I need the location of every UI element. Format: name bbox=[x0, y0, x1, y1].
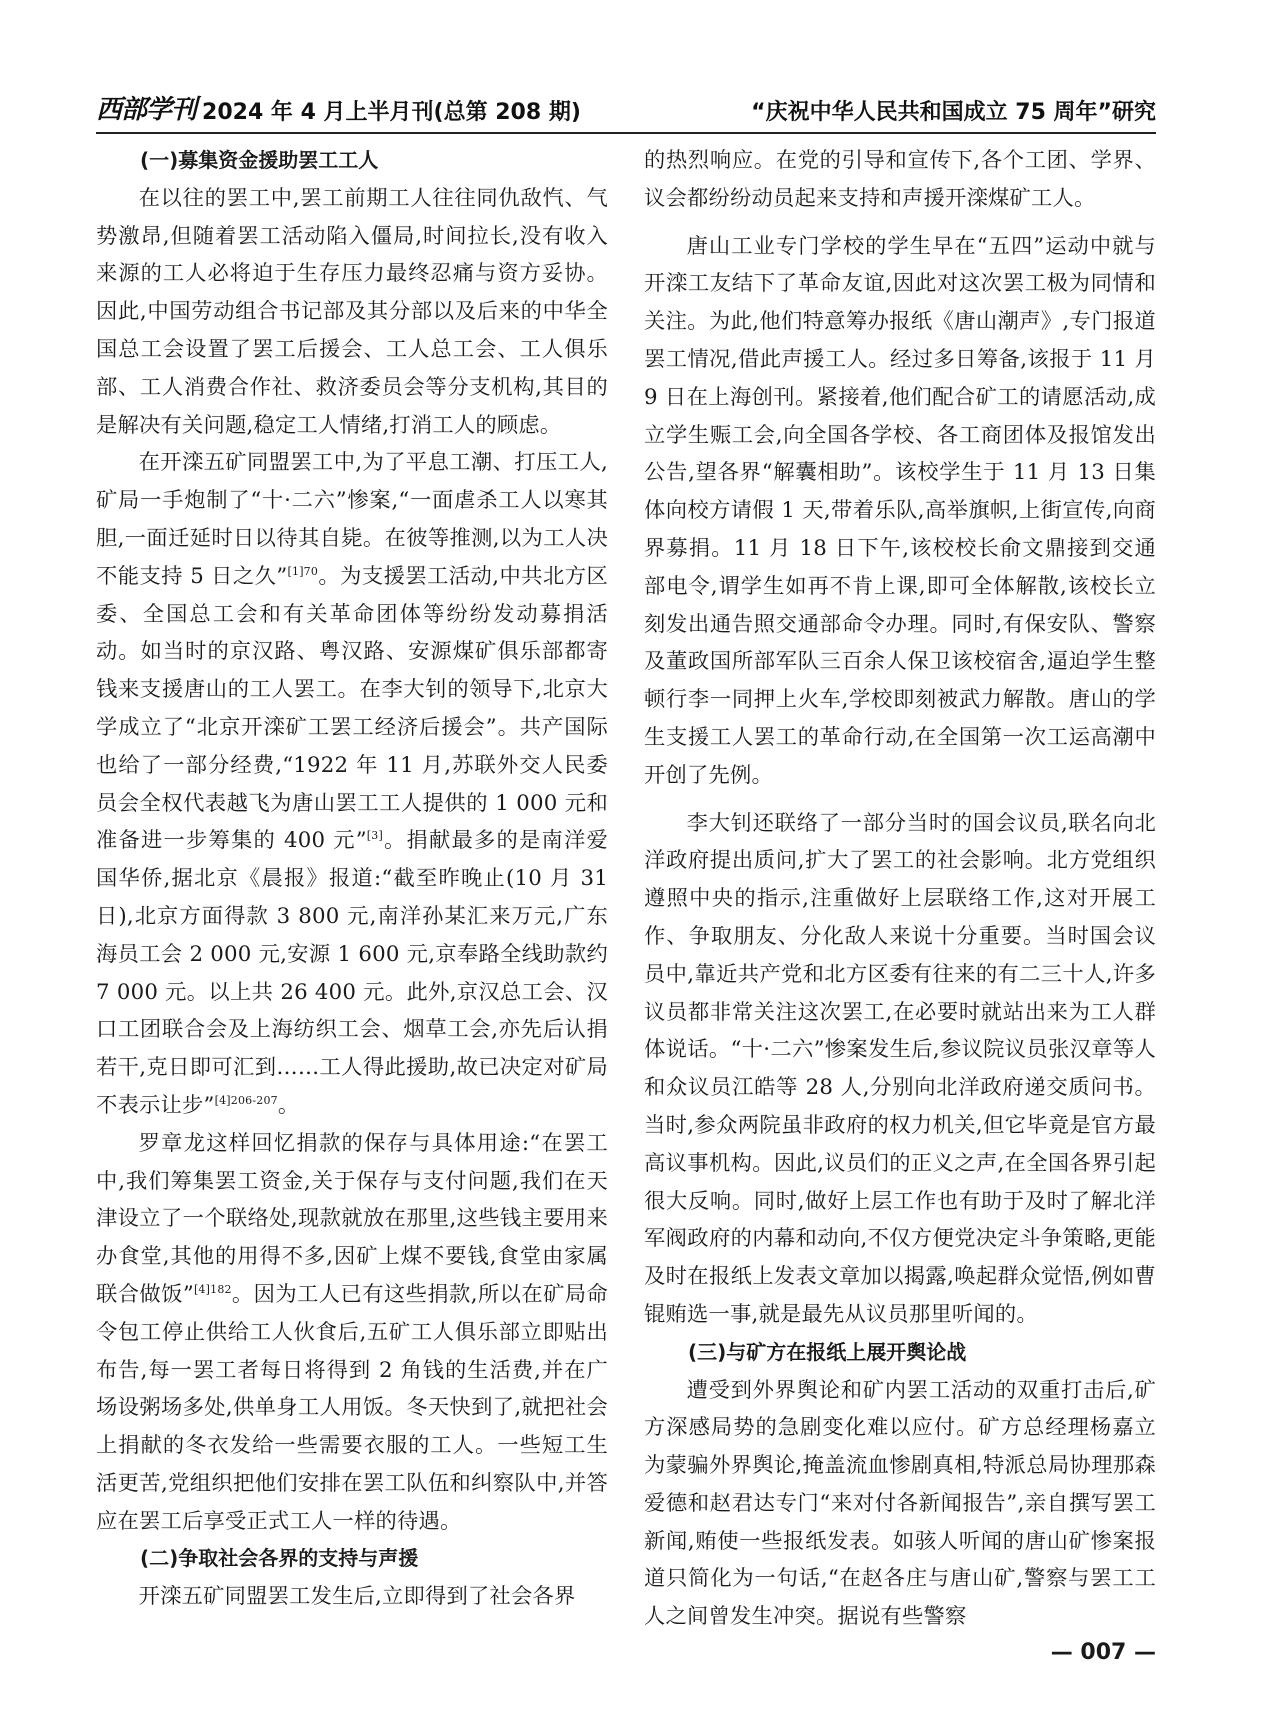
section-heading-1: (一)募集资金援助罢工工人 bbox=[140, 148, 379, 172]
paragraph: 遭受到外界舆论和矿内罢工活动的双重打击后,矿方深感局势的急剧变化难以应付。矿方总经理杨嘉立为蒙骗外界舆论,掩盖流血惨剧真相,特派总局协理那森爱德和赵君达专门“来对付各新闻报告”,亲自撰写罢工新闻,贿使一些报纸发表。如骇人听闻的唐山矿惨案报道只简化为一句话,“在赵各庄与唐山矿,警察与罢工工人之间曾发生冲突。据说有些警察 bbox=[644, 1377, 1156, 1630]
section-heading-3: (三)与矿方在报纸上展开舆论战 bbox=[688, 1339, 967, 1364]
paragraph-continued: 的热烈响应。在党的引导和宣传下,各个工团、学界、议会都纷纷动员起来支持和声援开滦煤矿工人。 bbox=[644, 148, 1156, 211]
text-run: 。因为工人已有这些捐款,所以在矿局命令包工停止供给工人伙食后,五矿工人俱乐部立即贴出布告,每一罢工者每日将得到 2 角钱的生活费,并在广场设粥场多处,供单身工人用饭。冬天快到了,就把社会上捐献的冬衣发给一些需要衣服的工人。一些短工生活更苦,党组织把他们安排在罢工队伍和纠察队中,并答应在罢工后享受正式工人一样的待遇。 bbox=[96, 1281, 608, 1534]
citation-ref: [3] bbox=[366, 829, 383, 843]
paragraph bbox=[96, 444, 608, 1124]
column-title: “庆祝中华人民共和国成立 75 周年”研究 bbox=[751, 100, 1156, 125]
citation-ref: [4]182 bbox=[193, 1282, 232, 1296]
text-run: 。为支援罢工活动,中共北方区委、全国总工会和有关革命团体等纷纷发动募捐活动。如当时的京汉路、粤汉路、安源煤矿俱乐部都寄钱来支援唐山的工人罢工。在李大钊的领导下,北京大学成立了“北京开滦矿工罢工经济后援会”。共产国际也给了一部分经费,“1922 年 11 月,苏联外交人民委员会全权代表越飞为唐山罢工工人提供的 1 000 元和准备进一步筹集的 400 元” bbox=[96, 563, 608, 854]
paragraph bbox=[96, 1125, 608, 1541]
text-run: 。 bbox=[277, 1092, 300, 1118]
paragraph: 李大钊还联络了一部分当时的国会议员,联名向北洋政府提出质问,扩大了罢工的社会影响。北方党组织遵照中央的指示,注重做好上层联络工作,这对开展工作、争取朋友、分化敌人来说十分重要。当时国会议员中,靠近共产党和北方区委有往来的有二三十人,许多议员都非常关注这次罢工,在必要时就站出来为工人群体说话。“十·二六”惨案发生后,参议院议员张汉章等人和众议员江皓等 28 人,分别向北洋政府递交质问书。当时,参众两院虽非政府的权力机关,但它毕竟是官方最高议事机构。因此,议员们的正义之声,在全国各界引起很大反响。同时,做好上层工作也有助于及时了解北洋军阀政府的内幕和动向,不仅方便党决定斗争策略,更能及时在报纸上发表文章加以揭露,唤起群众觉悟,例如曹锟贿选一事,就是最先从议员那里听闻的。 bbox=[644, 810, 1156, 1327]
issue-info: 2024 年 4 月上半月刊(总第 208 期) bbox=[202, 100, 581, 125]
article-body bbox=[96, 142, 1156, 1630]
text-run: 。捐献最多的是南洋爱国华侨,据北京《晨报》报道:“截至昨晚止(10 月 31 日),北京方面得款 3 800 元,南洋孙某汇来万元,广东海员工会 2 000 元,安源 1 600 元,京奉路全线助款约 7 000 元。以上共 26 400 元。此外,京汉总工会、汉口工团联合会及上海纺织工会、烟草工会,亦先后认捐若干,克日即可汇到……工人得此援助,故已决定对矿局不表示让步” bbox=[96, 828, 608, 1118]
left-column bbox=[96, 142, 608, 1622]
journal-logo: 西部学刊 bbox=[96, 95, 197, 125]
section-heading-2: (二)争取社会各界的支持与声援 bbox=[140, 1546, 419, 1571]
header-left bbox=[96, 89, 581, 126]
paragraph: 唐山工业专门学校的学生早在“五四”运动中就与开滦工友结下了革命友谊,因此对这次罢工极为同情和关注。为此,他们特意筹办报纸《唐山潮声》,专门报道罢工情况,借此声援工人。经过多日筹备,该报于 11 月 9 日在上海创刊。紧接着,他们配合矿工的请愿活动,成立学生赈工会,向全国各学校、各工商团体及报馆发出公告,望各界“解囊相助”。该校学生于 11 月 13 日集体向校方请假 1 天,带着乐队,高举旗帜,上街宣传,向商界募捐。11 月 18 日下午,该校校长俞文鼎接到交通部电令,谓学生如再不肯上课,即可全体解散,该校长立刻发出通告照交通部命令办理。同时,有保安队、警察及董政国所部军队三百余人保卫该校宿舍,逼迫学生整顿行李一同押上火车,学校即刻被武力解散。唐山的学生支援工人罢工的革命行动,在全国第一次工运高潮中开创了先例。 bbox=[644, 233, 1156, 788]
citation-ref: [4]206-207 bbox=[214, 1093, 278, 1107]
running-header bbox=[96, 86, 1156, 134]
text-run: 在开滦五矿同盟罢工中,为了平息工潮、打压工人,矿局一手炮制了“十·二六”惨案,“一面虐杀工人以寒其胆,一面迁延时日以待其自毙。在彼等推测,以为工人决不能支持 5 日之久” bbox=[96, 450, 608, 589]
right-column bbox=[644, 142, 1156, 1630]
citation-ref: [1]70 bbox=[287, 564, 319, 578]
text-run: 罗章龙这样回忆捐款的保存与具体用途:“在罢工中,我们筹集罢工资金,关于保存与支付问题,我们在天津设立了一个联络处,现款就放在那里,这些钱主要用来办食堂,其他的用得不多,因矿上煤不要钱,食堂由家属联合做饭” bbox=[96, 1130, 608, 1307]
page-number: — 007 — bbox=[1050, 1640, 1156, 1665]
paragraph: 在以往的罢工中,罢工前期工人往往同仇敌忾、气势激昂,但随着罢工活动陷入僵局,时间拉长,没有收入来源的工人必将迫于生存压力最终忍痛与资方妥协。因此,中国劳动组合书记部及其分部以及后来的中华全国总工会设置了罢工后援会、工人总工会、工人俱乐部、工人消费合作社、救济委员会等分支机构,其目的是解决有关问题,稳定工人情绪,打消工人的顾虑。 bbox=[96, 185, 608, 438]
paragraph: 开滦五矿同盟罢工发生后,立即得到了社会各界 bbox=[138, 1584, 576, 1610]
